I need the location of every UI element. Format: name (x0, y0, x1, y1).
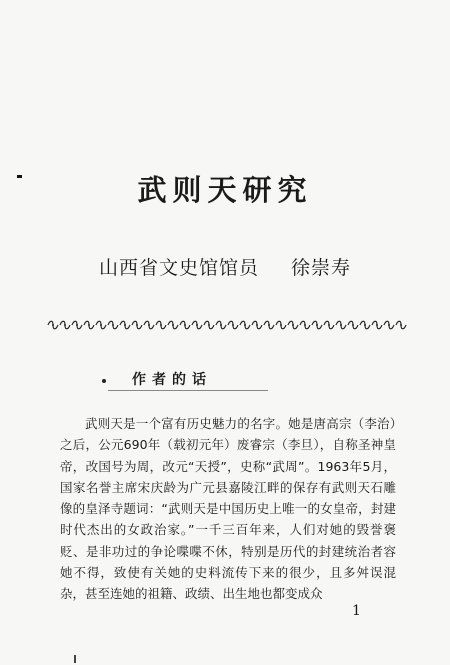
author-affiliation: 山西省文史馆馆员 (98, 257, 259, 279)
section-title: 作者的话 (132, 372, 212, 388)
ornament-border-icon (47, 319, 407, 331)
decorative-divider (47, 319, 407, 331)
bullet-mark (102, 379, 106, 383)
body-paragraph: 武则天是一个富有历史魅力的名字。她是唐高宗（李治）之后，公元690年（载初元年）废睿宗（李旦），自称圣神皇帝，改国号为周，改元“天授”，史称“武周”。1963年5月，国家名誉主席宋庆龄为广元县嘉陵江畔的保存有武则天石雕像的皇泽寺题词：“武则天是中国历史上唯一的女皇帝，封建时代杰出的女政治家。”一千三百年来，人们对她的毁誉褒贬、是非功过的争论喋喋不休，特别是历代的封建统治者容她不得，致使有关她的史料流传下来的很少，且多舛误混杂，甚至连她的祖籍、政绩、出生地也都变成众 (60, 416, 396, 602)
section-heading (108, 369, 230, 387)
author-line (0, 253, 450, 280)
page-number: 1 (352, 603, 361, 619)
bottom-mark (74, 655, 76, 663)
author-name: 徐崇寿 (291, 257, 352, 279)
book-title: 武则天研究 (137, 173, 313, 207)
body-text (60, 413, 396, 605)
section-underline (108, 390, 268, 391)
